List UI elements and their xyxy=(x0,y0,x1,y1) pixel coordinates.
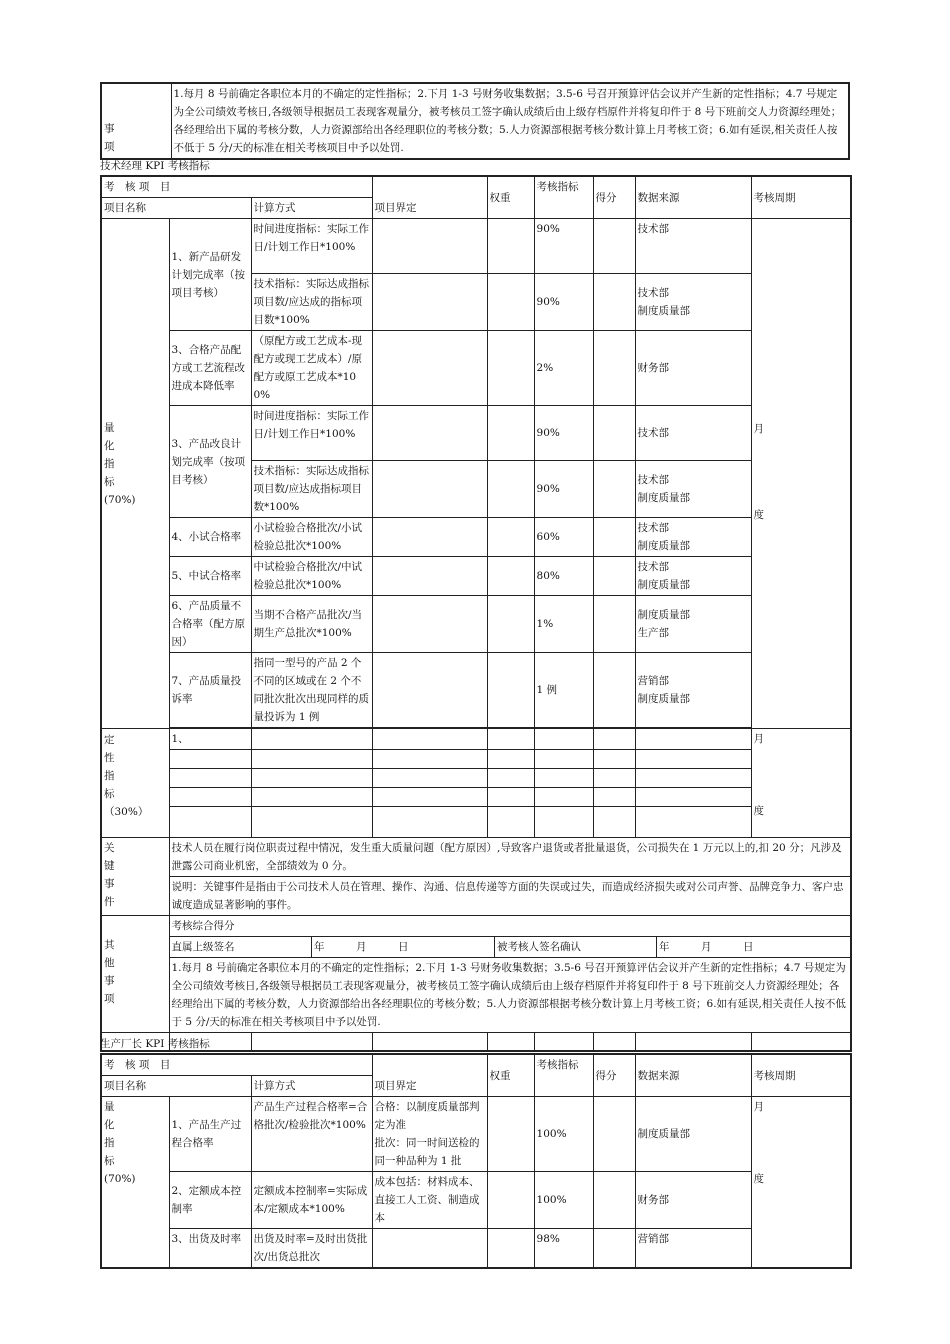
key-label: 关 键 事 件 xyxy=(101,838,169,916)
kpi-name: 3、出货及时率 xyxy=(169,1229,251,1269)
header-calc: 计算方式 xyxy=(251,1076,372,1097)
header-period: 考核周期 xyxy=(751,176,851,219)
kpi-calc: 时间进度指标：实际工作日/计划工作日*100% xyxy=(251,219,372,274)
top-notes-label: 事 项 xyxy=(101,83,171,159)
top-notes-block xyxy=(100,82,850,160)
kpi-target: 80% xyxy=(534,557,593,596)
qual-label: 定 性 指 标 （30%） xyxy=(101,729,169,838)
header-period: 考核周期 xyxy=(751,1054,851,1097)
header-item-name: 项目名称 xyxy=(101,198,251,219)
kpi-name: 3、合格产品配方或工艺流程改进成本降低率 xyxy=(169,331,251,406)
tech-notes-text: 1.每月 8 号前确定各职位本月的不确定的定性指标；2.下月 1-3 号财务收集数据；3.5-6 号召开预算评估会议并产生新的定性指标；4.7 号规定为全公司绩效考核日,各级领导根据员工表现客观量分，被考核员工签字确认成绩后由上级存档原件并将复印件于 8 号下班前交人力资源经理处；各经理给出下属的考核分数，人力资源部给出各经理职位的考核分数；5.人力资源部根据考核分数计算上月考核工资；6.如有延误,相关责任人按不低于 5 分/天的标准在相关考核项目中予以处罚. xyxy=(169,958,851,1033)
total-score: 考核综合得分 xyxy=(169,916,851,937)
kpi-name: 3、产品改良计划完成率（按项目考核） xyxy=(169,406,251,518)
quant-label: 量 化 指 标 (70%) xyxy=(101,219,169,729)
kpi-name: 4、小试合格率 xyxy=(169,518,251,557)
kpi-source: 技术部 制度质量部 xyxy=(635,557,751,596)
key-event-text: 技术人员在履行岗位职责过程中情况，发生重大质量问题（配方原因）,导致客户退货或者批量退货，公司损失在 1 万元以上的,扣 20 分；凡涉及泄露公司商业机密，全部绩效为 0 分。 xyxy=(169,838,851,877)
factory-quant-label: 量 化 指 标 (70%) xyxy=(101,1097,169,1269)
employee-date: 年 月 日 xyxy=(659,941,754,953)
kpi-name: 2、定额成本控制率 xyxy=(169,1172,251,1229)
kpi-target: 98% xyxy=(534,1229,593,1269)
header-source: 数据来源 xyxy=(635,176,751,219)
kpi-source: 营销部 制度质量部 xyxy=(635,653,751,728)
kpi-source: 技术部 xyxy=(635,406,751,461)
kpi-source: 营销部 xyxy=(635,1229,751,1269)
kpi-calc: 技术指标：实际达成指标项目数/应达成的指标项目数*100% xyxy=(251,274,372,331)
kpi-calc: 时间进度指标：实际工作日/计划工作日*100% xyxy=(251,406,372,461)
kpi-target: 100% xyxy=(534,1097,593,1172)
period-cell: 月 度 xyxy=(751,219,851,729)
kpi-calc: （原配方或工艺成本-现配方或现工艺成本）/原配方或原工艺成本*100% xyxy=(251,331,372,406)
other-label: 其 他 事 项 xyxy=(101,916,169,1033)
kpi-scope: 合格：以制度质量部判定为准 批次：同一时间送检的同一种品种为 1 批 xyxy=(372,1097,487,1172)
kpi-name: 7、产品质量投诉率 xyxy=(169,653,251,728)
factory-period-cell: 月 度 xyxy=(751,1097,851,1269)
kpi-source: 财务部 xyxy=(635,331,751,406)
kpi-source: 技术部 制度质量部 xyxy=(635,461,751,518)
tech-kpi-title: 技术经理 KPI 考核指标 xyxy=(100,160,210,172)
top-notes-text: 1.每月 8 号前确定各职位本月的不确定的定性指标；2.下月 1-3 号财务收集数据；3.5-6 号召开预算评估会议并产生新的定性指标；4.7 号规定为全公司绩效考核日,各级领导根据员工表现客观量分，被考核员工签字确认成绩后由上级存档原件并将复印件于 8 号下班前交人力资源经理处；各经理给出下属的考核分数，人力资源部给出各经理职位的考核分数；5.人力资源部根据考核分数计算上月考核工资；6.如有延误,相关责任人按不低于 5 分/天的标准在相关考核项目中予以处罚. xyxy=(171,83,849,159)
factory-kpi-table xyxy=(100,1053,850,1269)
header-weight: 权重 xyxy=(487,176,534,219)
header-item: 考 核 项 目 xyxy=(101,176,372,198)
tech-kpi-table xyxy=(100,175,850,1052)
kpi-target: 1 例 xyxy=(534,653,593,728)
supervisor-date: 年 月 日 xyxy=(312,937,495,957)
header-scope: 项目界定 xyxy=(372,198,487,219)
kpi-source: 技术部 制度质量部 xyxy=(635,274,751,331)
employee-sign: 被考核人签名确认 xyxy=(495,937,657,957)
kpi-calc: 产品生产过程合格率=合格批次/检验批次*100% xyxy=(251,1097,372,1172)
kpi-calc: 出货及时率=及时出货批次/出货总批次 xyxy=(251,1229,372,1269)
kpi-calc: 技术指标：实际达成指标项目数/应达成指标项目数*100% xyxy=(251,461,372,518)
kpi-target: 1% xyxy=(534,596,593,653)
kpi-name: 5、中试合格率 xyxy=(169,557,251,596)
header-target: 考核指标 xyxy=(534,1054,593,1097)
header-score: 得分 xyxy=(593,176,635,219)
kpi-name: 6、产品质量不合格率（配方原因） xyxy=(169,596,251,653)
kpi-calc: 中试检验合格批次/中试检验总批次*100% xyxy=(251,557,372,596)
header-item: 考 核 项 目 xyxy=(101,1054,372,1076)
key-event-note: 说明：关键事件是指由于公司技术人员在管理、操作、沟通、信息传递等方面的失误或过失，而造成经济损失或对公司声誉、品牌竞争力、客户忠诚度造成显著影响的事件。 xyxy=(169,877,851,916)
kpi-name: 1、新产品研发计划完成率（按项目考核） xyxy=(169,219,251,331)
kpi-source: 技术部 xyxy=(635,219,751,274)
kpi-source: 制度质量部 生产部 xyxy=(635,596,751,653)
header-weight: 权重 xyxy=(487,1054,534,1097)
kpi-source: 财务部 xyxy=(635,1172,751,1229)
kpi-name: 1、产品生产过程合格率 xyxy=(169,1097,251,1172)
header-calc: 计算方式 xyxy=(251,198,372,219)
kpi-calc: 定额成本控制率=实际成本/定额成本*100% xyxy=(251,1172,372,1229)
kpi-target: 90% xyxy=(534,219,593,274)
supervisor-sign: 直属上级签名 xyxy=(170,937,312,957)
kpi-target: 90% xyxy=(534,406,593,461)
qual-period-cell: 月 度 xyxy=(751,729,851,838)
kpi-scope: 成本包括：材料成本、直接工人工资、制造成本 xyxy=(372,1172,487,1229)
sign-row xyxy=(169,937,851,958)
header-item-name: 项目名称 xyxy=(101,1076,251,1097)
kpi-target: 90% xyxy=(534,274,593,331)
kpi-calc: 当期不合格产品批次/当期生产总批次*100% xyxy=(251,596,372,653)
kpi-source: 制度质量部 xyxy=(635,1097,751,1172)
kpi-calc: 小试检验合格批次/小试检验总批次*100% xyxy=(251,518,372,557)
kpi-target: 90% xyxy=(534,461,593,518)
kpi-source: 技术部 制度质量部 xyxy=(635,518,751,557)
header-scope: 项目界定 xyxy=(372,1076,487,1097)
header-source: 数据来源 xyxy=(635,1054,751,1097)
kpi-target: 60% xyxy=(534,518,593,557)
header-score: 得分 xyxy=(593,1054,635,1097)
qual-item: 1、 xyxy=(169,729,251,750)
kpi-target: 100% xyxy=(534,1172,593,1229)
header-target: 考核指标 xyxy=(534,176,593,219)
kpi-target: 2% xyxy=(534,331,593,406)
factory-kpi-title: 生产厂长 KPI 考核指标 xyxy=(100,1038,210,1050)
kpi-calc: 指同一型号的产品 2 个不同的区域或在 2 个不同批次批次出现同样的质量投诉为 1 例 xyxy=(251,653,372,728)
